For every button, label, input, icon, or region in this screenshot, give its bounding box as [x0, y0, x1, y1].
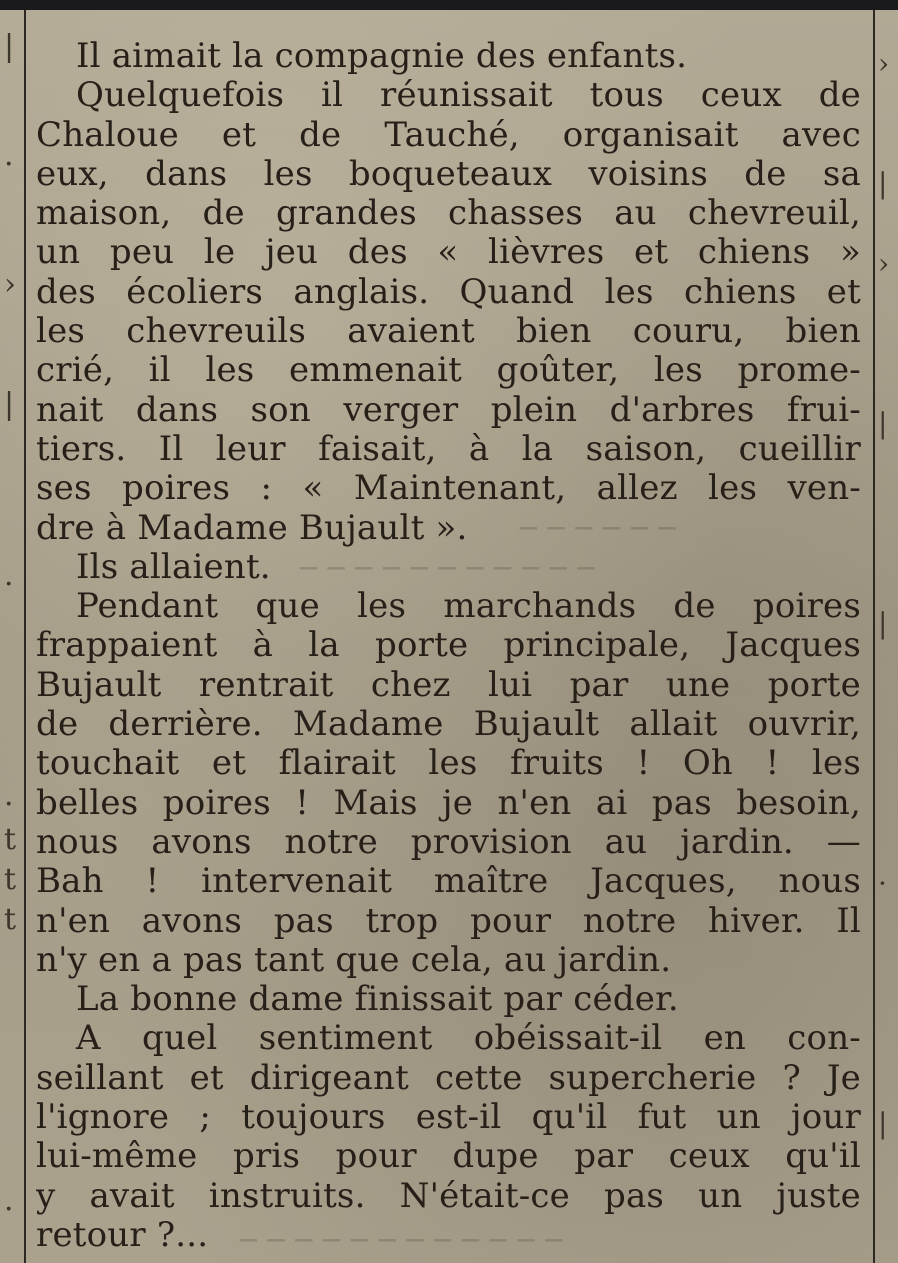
text-line: nait dans son verger plein d'arbres frui-: [36, 390, 861, 430]
gutter-fragment: ·: [4, 787, 14, 822]
left-gutter: [0, 10, 24, 1263]
text-line: touchait et flairait les fruits ! Oh ! les: [36, 744, 861, 784]
bleed-through-shadow: ─ ─ ─ ─ ─ ─: [520, 512, 677, 545]
gutter-fragment: |: [4, 387, 15, 422]
gutter-fragment: t: [4, 902, 17, 937]
text-line: maison, de grandes chasses au chevreuil,: [36, 194, 861, 234]
gutter-fragment: |: [878, 407, 888, 440]
text-line: nous avons notre provision au jardin. —: [36, 822, 861, 862]
text-line: dre à Madame Bujault ».: [36, 508, 468, 548]
gutter-fragment: ·: [4, 567, 14, 602]
gutter-fragment: ›: [878, 47, 890, 80]
text-line: Ils allaient.: [76, 547, 271, 587]
text-line: Bah ! intervenait maître Jacques, nous: [36, 862, 861, 902]
text-line: de derrière. Madame Bujault allait ouvrir,: [36, 705, 861, 745]
bleed-through-shadow: ─ ─ ─ ─ ─ ─ ─ ─ ─ ─ ─ ─: [240, 1224, 564, 1257]
gutter-fragment: ·: [878, 867, 887, 900]
right-gutter: [876, 10, 898, 1263]
gutter-fragment: ·: [4, 1192, 14, 1227]
gutter-fragment: t: [4, 822, 17, 857]
column-rule-right: [873, 10, 875, 1263]
text-line: eux, dans les boqueteaux voisins de sa: [36, 154, 861, 194]
text-line: Chaloue et de Tauché, organisait avec: [36, 115, 861, 155]
text-line: n'en avons pas trop pour notre hiver. Il: [36, 901, 861, 941]
text-line: tiers. Il leur faisait, à la saison, cueillir: [36, 429, 861, 469]
text-line: des écoliers anglais. Quand les chiens et: [36, 272, 861, 312]
text-line: Pendant que les marchands de poires: [76, 587, 861, 627]
text-line: un peu le jeu des « lièvres et chiens »: [36, 233, 861, 273]
text-line: frappaient à la porte principale, Jacques: [36, 626, 861, 666]
article-column: [36, 37, 861, 1255]
text-line: retour ?...: [36, 1215, 209, 1255]
gutter-fragment: |: [4, 29, 15, 64]
text-line: Bujault rentrait chez lui par une porte: [36, 665, 861, 705]
gutter-fragment: |: [878, 167, 888, 200]
gutter-fragment: |: [878, 1107, 888, 1140]
column-rule-left: [24, 10, 26, 1263]
text-line: lui-même pris pour dupe par ceux qu'il: [36, 1137, 861, 1177]
gutter-fragment: ›: [878, 247, 890, 280]
text-line: La bonne dame finissait par céder.: [76, 980, 679, 1020]
text-line: ses poires : « Maintenant, allez les ven-: [36, 469, 861, 509]
text-line: y avait instruits. N'était-ce pas un juste: [36, 1176, 861, 1216]
text-line: seillant et dirigeant cette supercherie ? Je: [36, 1058, 861, 1098]
gutter-fragment: t: [4, 862, 17, 897]
text-line: l'ignore ; toujours est-il qu'il fut un jour: [36, 1098, 861, 1138]
gutter-fragment: ›: [4, 267, 16, 302]
text-line: belles poires ! Mais je n'en ai pas besoin,: [36, 783, 861, 823]
text-line: Il aimait la compagnie des enfants.: [76, 37, 688, 76]
newspaper-clipping: [0, 10, 898, 1263]
text-line: Quelquefois il réunissait tous ceux de: [76, 76, 861, 116]
text-line: A quel sentiment obéissait-il en con-: [76, 1019, 861, 1059]
text-line: n'y en a pas tant que cela, au jardin.: [36, 940, 672, 980]
text-line: les chevreuils avaient bien couru, bien: [36, 312, 861, 352]
gutter-fragment: ·: [4, 147, 14, 182]
bleed-through-shadow: ─ ─ ─ ─ ─ ─ ─ ─ ─ ─ ─: [300, 552, 596, 585]
text-line: crié, il les emmenait goûter, les prome-: [36, 351, 861, 391]
gutter-fragment: |: [878, 607, 888, 640]
